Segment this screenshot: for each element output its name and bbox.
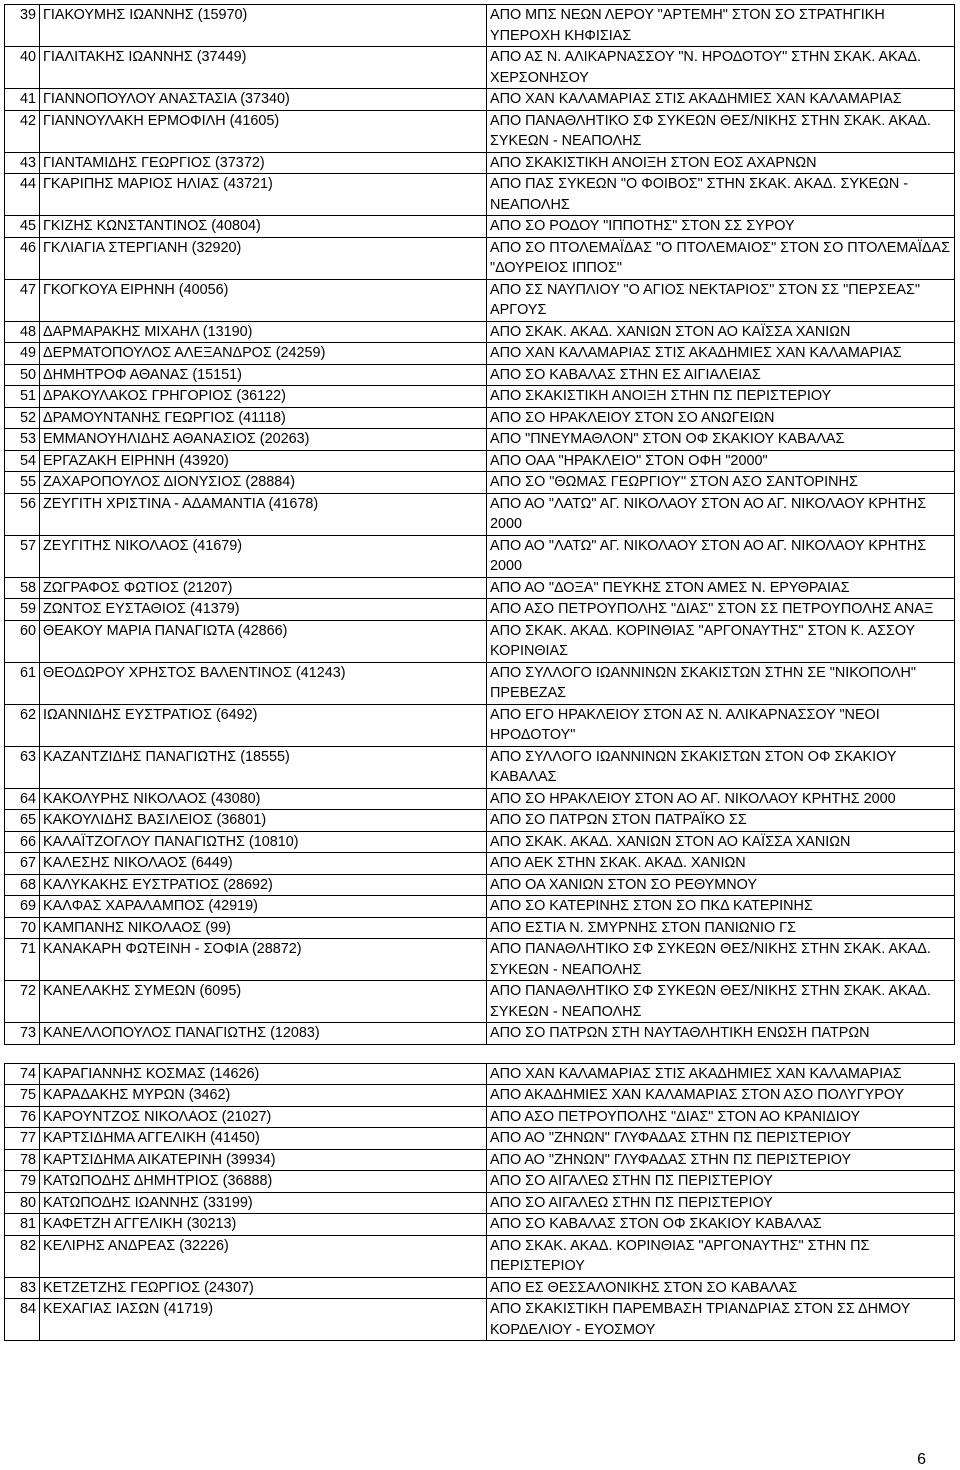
row-number: 72	[5, 981, 40, 1023]
row-number: 50	[5, 364, 40, 386]
row-number: 47	[5, 279, 40, 321]
transfer-description: ΑΠΟ ΣΟ ΡΟΔΟΥ "ΙΠΠΟΤΗΣ" ΣΤΟΝ ΣΣ ΣΥΡΟΥ	[487, 216, 955, 238]
table-row	[5, 810, 955, 832]
player-name: ΙΩΑΝΝΙΔΗΣ ΕΥΣΤΡΑΤΙΟΣ (6492)	[40, 704, 487, 746]
row-number: 64	[5, 788, 40, 810]
player-name: ΕΜΜΑΝΟΥΗΛΙΔΗΣ ΑΘΑΝΑΣΙΟΣ (20263)	[40, 429, 487, 451]
transfer-description: ΑΠΟ ΑΣ Ν. ΑΛΙΚΑΡΝΑΣΣΟΥ "Ν. ΗΡΟΔΟΤΟΥ" ΣΤΗΝ ΣΚΑΚ. ΑΚΑΔ. ΧΕΡΣΟΝΗΣΟΥ	[487, 47, 955, 89]
row-gap	[5, 1044, 955, 1063]
table-row	[5, 1299, 955, 1341]
transfer-description: ΑΠΟ ΣΚΑΚ. ΑΚΑΔ. ΧΑΝΙΩΝ ΣΤΟΝ ΑΟ ΚΑΪΣΣΑ ΧΑΝΙΩΝ	[487, 321, 955, 343]
row-number: 73	[5, 1023, 40, 1045]
row-number: 78	[5, 1149, 40, 1171]
row-number: 69	[5, 896, 40, 918]
row-number: 71	[5, 939, 40, 981]
transfer-description: ΑΠΟ ΣΟ "ΘΩΜΑΣ ΓΕΩΡΓΙΟΥ" ΣΤΟΝ ΑΣΟ ΣΑΝΤΟΡΙΝΗΣ	[487, 472, 955, 494]
row-number: 84	[5, 1299, 40, 1341]
row-number: 41	[5, 89, 40, 111]
row-number: 43	[5, 152, 40, 174]
player-name: ΚΑΦΕΤΖΗ ΑΓΓΕΛΙΚΗ (30213)	[40, 1214, 487, 1236]
player-name: ΚΑΤΩΠΟΔΗΣ ΔΗΜΗΤΡΙΟΣ (36888)	[40, 1171, 487, 1193]
table-row	[5, 831, 955, 853]
transfer-description: ΑΠΟ ΣΚΑΚ. ΑΚΑΔ. ΚΟΡΙΝΘΙΑΣ "ΑΡΓΟΝΑΥΤΗΣ" ΣΤΗΝ ΠΣ ΠΕΡΙΣΤΕΡΙΟΥ	[487, 1235, 955, 1277]
player-name: ΚΑΛΦΑΣ ΧΑΡΑΛΑΜΠΟΣ (42919)	[40, 896, 487, 918]
table-row	[5, 1277, 955, 1299]
transfers-table-body	[5, 5, 955, 1341]
player-name: ΚΑΝΕΛΑΚΗΣ ΣΥΜΕΩΝ (6095)	[40, 981, 487, 1023]
table-row	[5, 1085, 955, 1107]
player-name: ΓΙΑΝΤΑΜΙΔΗΣ ΓΕΩΡΓΙΟΣ (37372)	[40, 152, 487, 174]
table-row	[5, 89, 955, 111]
table-row	[5, 47, 955, 89]
row-number: 77	[5, 1128, 40, 1150]
table-row	[5, 1128, 955, 1150]
player-name: ΓΙΑΝΝΟΠΟΥΛΟΥ ΑΝΑΣΤΑΣΙΑ (37340)	[40, 89, 487, 111]
row-number: 54	[5, 450, 40, 472]
row-number: 58	[5, 577, 40, 599]
player-name: ΘΕΑΚΟΥ ΜΑΡΙΑ ΠΑΝΑΓΙΩΤΑ (42866)	[40, 620, 487, 662]
player-name: ΚΑΝΑΚΑΡΗ ΦΩΤΕΙΝΗ - ΣΟΦΙΑ (28872)	[40, 939, 487, 981]
row-number: 62	[5, 704, 40, 746]
row-number: 39	[5, 5, 40, 47]
table-row	[5, 599, 955, 621]
row-number: 63	[5, 746, 40, 788]
table-row	[5, 981, 955, 1023]
player-name: ΚΑΚΟΥΛΙΔΗΣ ΒΑΣΙΛΕΙΟΣ (36801)	[40, 810, 487, 832]
player-name: ΚΕΧΑΓΙΑΣ ΙΑΣΩΝ (41719)	[40, 1299, 487, 1341]
table-row	[5, 279, 955, 321]
player-name: ΚΑΝΕΛΛΟΠΟΥΛΟΣ ΠΑΝΑΓΙΩΤΗΣ (12083)	[40, 1023, 487, 1045]
table-row	[5, 493, 955, 535]
row-number: 52	[5, 407, 40, 429]
transfer-description: ΑΠΟ ΑΟ "ΖΗΝΩΝ" ΓΛΥΦΑΔΑΣ ΣΤΗΝ ΠΣ ΠΕΡΙΣΤΕΡΙΟΥ	[487, 1128, 955, 1150]
table-row	[5, 321, 955, 343]
row-number: 53	[5, 429, 40, 451]
player-name: ΓΙΑΚΟΥΜΗΣ ΙΩΑΝΝΗΣ (15970)	[40, 5, 487, 47]
transfer-description: ΑΠΟ ΠΑΝΑΘΛΗΤΙΚΟ ΣΦ ΣΥΚΕΩΝ ΘΕΣ/ΝΙΚΗΣ ΣΤΗΝ ΣΚΑΚ. ΑΚΑΔ. ΣΥΚΕΩΝ - ΝΕΑΠΟΛΗΣ	[487, 110, 955, 152]
transfer-description: ΑΠΟ ΣΟ ΠΤΟΛΕΜΑΪΔΑΣ "Ο ΠΤΟΛΕΜΑΙΟΣ" ΣΤΟΝ ΣΟ ΠΤΟΛΕΜΑΪΔΑΣ "ΔΟΥΡΕΙΟΣ ΙΠΠΟΣ"	[487, 237, 955, 279]
transfer-description: ΑΠΟ ΠΑΝΑΘΛΗΤΙΚΟ ΣΦ ΣΥΚΕΩΝ ΘΕΣ/ΝΙΚΗΣ ΣΤΗΝ ΣΚΑΚ. ΑΚΑΔ. ΣΥΚΕΩΝ - ΝΕΑΠΟΛΗΣ	[487, 939, 955, 981]
table-row	[5, 152, 955, 174]
player-name: ΚΑΚΟΛΥΡΗΣ ΝΙΚΟΛΑΟΣ (43080)	[40, 788, 487, 810]
transfer-description: ΑΠΟ ΑΟ "ΛΑΤΩ" ΑΓ. ΝΙΚΟΛΑΟΥ ΣΤΟΝ ΑΟ ΑΓ. ΝΙΚΟΛΑΟΥ ΚΡΗΤΗΣ 2000	[487, 493, 955, 535]
player-name: ΚΑΡΑΔΑΚΗΣ ΜΥΡΩΝ (3462)	[40, 1085, 487, 1107]
table-row	[5, 174, 955, 216]
row-number: 42	[5, 110, 40, 152]
row-number: 65	[5, 810, 40, 832]
table-row	[5, 1192, 955, 1214]
row-number: 45	[5, 216, 40, 238]
player-name: ΚΑΛΕΣΗΣ ΝΙΚΟΛΑΟΣ (6449)	[40, 853, 487, 875]
transfer-description: ΑΠΟ ΑΟ "ΖΗΝΩΝ" ΓΛΥΦΑΔΑΣ ΣΤΗΝ ΠΣ ΠΕΡΙΣΤΕΡΙΟΥ	[487, 1149, 955, 1171]
row-number: 49	[5, 343, 40, 365]
table-row	[5, 1214, 955, 1236]
row-number: 59	[5, 599, 40, 621]
player-name: ΚΑΜΠΑΝΗΣ ΝΙΚΟΛΑΟΣ (99)	[40, 917, 487, 939]
transfer-description: ΑΠΟ ΣΚΑΚΙΣΤΙΚΗ ΑΝΟΙΞΗ ΣΤΗΝ ΠΣ ΠΕΡΙΣΤΕΡΙΟΥ	[487, 386, 955, 408]
row-number: 74	[5, 1063, 40, 1085]
player-name: ΖΑΧΑΡΟΠΟΥΛΟΣ ΔΙΟΝΥΣΙΟΣ (28884)	[40, 472, 487, 494]
table-row	[5, 216, 955, 238]
table-row	[5, 535, 955, 577]
transfer-description: ΑΠΟ ΣΟ ΚΑΤΕΡΙΝΗΣ ΣΤΟΝ ΣΟ ΠΚΔ ΚΑΤΕΡΙΝΗΣ	[487, 896, 955, 918]
row-number: 66	[5, 831, 40, 853]
row-number: 75	[5, 1085, 40, 1107]
row-number: 55	[5, 472, 40, 494]
row-number: 48	[5, 321, 40, 343]
table-row	[5, 237, 955, 279]
table-row	[5, 577, 955, 599]
player-name: ΓΚΛΙΑΓΙΑ ΣΤΕΡΓΙΑΝΗ (32920)	[40, 237, 487, 279]
player-name: ΓΚΟΓΚΟΥΑ ΕΙΡΗΝΗ (40056)	[40, 279, 487, 321]
table-row	[5, 1235, 955, 1277]
transfer-description: ΑΠΟ ΣΟ ΑΙΓΑΛΕΩ ΣΤΗΝ ΠΣ ΠΕΡΙΣΤΕΡΙΟΥ	[487, 1192, 955, 1214]
table-row	[5, 1063, 955, 1085]
row-number: 76	[5, 1106, 40, 1128]
transfer-description: ΑΠΟ ΣΟ ΗΡΑΚΛΕΙΟΥ ΣΤΟΝ ΣΟ ΑΝΩΓΕΙΩΝ	[487, 407, 955, 429]
player-name: ΚΑΖΑΝΤΖΙΔΗΣ ΠΑΝΑΓΙΩΤΗΣ (18555)	[40, 746, 487, 788]
table-row	[5, 853, 955, 875]
row-number: 68	[5, 874, 40, 896]
table-row	[5, 1106, 955, 1128]
transfer-description: ΑΠΟ ΣΥΛΛΟΓΟ ΙΩΑΝΝΙΝΩΝ ΣΚΑΚΙΣΤΩΝ ΣΤΗΝ ΣΕ "ΝΙΚΟΠΟΛΗ" ΠΡΕΒΕΖΑΣ	[487, 662, 955, 704]
player-name: ΕΡΓΑΖΑΚΗ ΕΙΡΗΝΗ (43920)	[40, 450, 487, 472]
row-number: 56	[5, 493, 40, 535]
table-row	[5, 788, 955, 810]
table-row	[5, 1023, 955, 1045]
row-number: 46	[5, 237, 40, 279]
transfer-description: ΑΠΟ ΕΣΤΙΑ Ν. ΣΜΥΡΝΗΣ ΣΤΟΝ ΠΑΝΙΩΝΙΟ ΓΣ	[487, 917, 955, 939]
row-number: 79	[5, 1171, 40, 1193]
transfer-description: ΑΠΟ "ΠΝΕΥΜΑΘΛΟΝ" ΣΤΟΝ ΟΦ ΣΚΑΚΙΟΥ ΚΑΒΑΛΑΣ	[487, 429, 955, 451]
transfer-description: ΑΠΟ ΣΟ ΠΑΤΡΩΝ ΣΤΟΝ ΠΑΤΡΑΪΚΟ ΣΣ	[487, 810, 955, 832]
row-number: 82	[5, 1235, 40, 1277]
player-name: ΓΙΑΝΝΟΥΛΑΚΗ ΕΡΜΟΦΙΛΗ (41605)	[40, 110, 487, 152]
table-row	[5, 1149, 955, 1171]
row-number: 60	[5, 620, 40, 662]
player-name: ΚΑΡΑΓΙΑΝΝΗΣ ΚΟΣΜΑΣ (14626)	[40, 1063, 487, 1085]
table-row	[5, 1171, 955, 1193]
transfer-description: ΑΠΟ ΣΚΑΚΙΣΤΙΚΗ ΠΑΡΕΜΒΑΣΗ ΤΡΙΑΝΔΡΙΑΣ ΣΤΟΝ ΣΣ ΔΗΜΟΥ ΚΟΡΔΕΛΙΟΥ - ΕΥΟΣΜΟΥ	[487, 1299, 955, 1341]
table-row	[5, 5, 955, 47]
row-number: 57	[5, 535, 40, 577]
transfer-description: ΑΠΟ ΣΟ ΚΑΒΑΛΑΣ ΣΤΗΝ ΕΣ ΑΙΓΙΑΛΕΙΑΣ	[487, 364, 955, 386]
player-name: ΚΑΡΟΥΝΤΖΟΣ ΝΙΚΟΛΑΟΣ (21027)	[40, 1106, 487, 1128]
player-name: ΖΩΓΡΑΦΟΣ ΦΩΤΙΟΣ (21207)	[40, 577, 487, 599]
transfer-description: ΑΠΟ ΜΠΣ ΝΕΩΝ ΛΕΡΟΥ "ΑΡΤΕΜΗ" ΣΤΟΝ ΣΟ ΣΤΡΑΤΗΓΙΚΗ ΥΠΕΡΟΧΗ ΚΗΦΙΣΙΑΣ	[487, 5, 955, 47]
player-name: ΓΚΑΡΙΠΗΣ ΜΑΡΙΟΣ ΗΛΙΑΣ (43721)	[40, 174, 487, 216]
player-name: ΚΕΛΙΡΗΣ ΑΝΔΡΕΑΣ (32226)	[40, 1235, 487, 1277]
table-row	[5, 896, 955, 918]
table-row	[5, 917, 955, 939]
table-row	[5, 110, 955, 152]
transfer-description: ΑΠΟ ΑΕΚ ΣΤΗΝ ΣΚΑΚ. ΑΚΑΔ. ΧΑΝΙΩΝ	[487, 853, 955, 875]
table-row	[5, 746, 955, 788]
transfer-description: ΑΠΟ ΣΟ ΗΡΑΚΛΕΙΟΥ ΣΤΟΝ ΑΟ ΑΓ. ΝΙΚΟΛΑΟΥ ΚΡΗΤΗΣ 2000	[487, 788, 955, 810]
table-row	[5, 704, 955, 746]
table-row	[5, 386, 955, 408]
player-name: ΔΡΑΜΟΥΝΤΑΝΗΣ ΓΕΩΡΓΙΟΣ (41118)	[40, 407, 487, 429]
row-number: 67	[5, 853, 40, 875]
row-number: 61	[5, 662, 40, 704]
player-name: ΓΚΙΖΗΣ ΚΩΝΣΤΑΝΤΙΝΟΣ (40804)	[40, 216, 487, 238]
transfers-table	[4, 4, 955, 1341]
table-row	[5, 662, 955, 704]
transfer-description: ΑΠΟ ΑΣΟ ΠΕΤΡΟΥΠΟΛΗΣ "ΔΙΑΣ" ΣΤΟΝ ΣΣ ΠΕΤΡΟΥΠΟΛΗΣ ΑΝΑΞ	[487, 599, 955, 621]
transfer-description: ΑΠΟ ΣΟ ΠΑΤΡΩΝ ΣΤΗ ΝΑΥΤΑΘΛΗΤΙΚΗ ΕΝΩΣΗ ΠΑΤΡΩΝ	[487, 1023, 955, 1045]
row-number: 80	[5, 1192, 40, 1214]
player-name: ΚΑΡΤΣΙΔΗΜΑ ΑΙΚΑΤΕΡΙΝΗ (39934)	[40, 1149, 487, 1171]
transfer-description: ΑΠΟ ΑΚΑΔΗΜΙΕΣ ΧΑΝ ΚΑΛΑΜΑΡΙΑΣ ΣΤΟΝ ΑΣΟ ΠΟΛΥΓΥΡΟΥ	[487, 1085, 955, 1107]
transfer-description: ΑΠΟ ΠΑΣ ΣΥΚΕΩΝ "Ο ΦΟΙΒΟΣ" ΣΤΗΝ ΣΚΑΚ. ΑΚΑΔ. ΣΥΚΕΩΝ - ΝΕΑΠΟΛΗΣ	[487, 174, 955, 216]
player-name: ΚΑΡΤΣΙΔΗΜΑ ΑΓΓΕΛΙΚΗ (41450)	[40, 1128, 487, 1150]
player-name: ΔΗΜΗΤΡΟΦ ΑΘΑΝΑΣ (15151)	[40, 364, 487, 386]
row-gap-cell	[5, 1044, 955, 1063]
table-row	[5, 620, 955, 662]
player-name: ΚΑΤΩΠΟΔΗΣ ΙΩΑΝΝΗΣ (33199)	[40, 1192, 487, 1214]
transfer-description: ΑΠΟ ΣΣ ΝΑΥΠΛΙΟΥ "Ο ΑΓΙΟΣ ΝΕΚΤΑΡΙΟΣ" ΣΤΟΝ ΣΣ "ΠΕΡΣΕΑΣ" ΑΡΓΟΥΣ	[487, 279, 955, 321]
player-name: ΚΕΤΖΕΤΖΗΣ ΓΕΩΡΓΙΟΣ (24307)	[40, 1277, 487, 1299]
transfer-description: ΑΠΟ ΣΚΑΚΙΣΤΙΚΗ ΑΝΟΙΞΗ ΣΤΟΝ ΕΟΣ ΑΧΑΡΝΩΝ	[487, 152, 955, 174]
player-name: ΚΑΛΑΪΤΖΟΓΛΟΥ ΠΑΝΑΓΙΩΤΗΣ (10810)	[40, 831, 487, 853]
player-name: ΖΕΥΓΙΤΗΣ ΝΙΚΟΛΑΟΣ (41679)	[40, 535, 487, 577]
transfer-description: ΑΠΟ ΧΑΝ ΚΑΛΑΜΑΡΙΑΣ ΣΤΙΣ ΑΚΑΔΗΜΙΕΣ ΧΑΝ ΚΑΛΑΜΑΡΙΑΣ	[487, 343, 955, 365]
transfer-description: ΑΠΟ ΣΟ ΚΑΒΑΛΑΣ ΣΤΟΝ ΟΦ ΣΚΑΚΙΟΥ ΚΑΒΑΛΑΣ	[487, 1214, 955, 1236]
table-row	[5, 407, 955, 429]
transfer-description: ΑΠΟ ΣΥΛΛΟΓΟ ΙΩΑΝΝΙΝΩΝ ΣΚΑΚΙΣΤΩΝ ΣΤΟΝ ΟΦ ΣΚΑΚΙΟΥ ΚΑΒΑΛΑΣ	[487, 746, 955, 788]
player-name: ΔΕΡΜΑΤΟΠΟΥΛΟΣ ΑΛΕΞΑΝΔΡΟΣ (24259)	[40, 343, 487, 365]
player-name: ΖΩΝΤΟΣ ΕΥΣΤΑΘΙΟΣ (41379)	[40, 599, 487, 621]
player-name: ΚΑΛΥΚΑΚΗΣ ΕΥΣΤΡΑΤΙΟΣ (28692)	[40, 874, 487, 896]
table-row	[5, 472, 955, 494]
transfer-description: ΑΠΟ ΕΓΟ ΗΡΑΚΛΕΙΟΥ ΣΤΟΝ ΑΣ Ν. ΑΛΙΚΑΡΝΑΣΣΟΥ "ΝΕΟΙ ΗΡΟΔΟΤΟΥ"	[487, 704, 955, 746]
row-number: 51	[5, 386, 40, 408]
table-row	[5, 939, 955, 981]
player-name: ΘΕΟΔΩΡΟΥ ΧΡΗΣΤΟΣ ΒΑΛΕΝΤΙΝΟΣ (41243)	[40, 662, 487, 704]
table-row	[5, 450, 955, 472]
transfer-description: ΑΠΟ ΠΑΝΑΘΛΗΤΙΚΟ ΣΦ ΣΥΚΕΩΝ ΘΕΣ/ΝΙΚΗΣ ΣΤΗΝ ΣΚΑΚ. ΑΚΑΔ. ΣΥΚΕΩΝ - ΝΕΑΠΟΛΗΣ	[487, 981, 955, 1023]
player-name: ΔΑΡΜΑΡΑΚΗΣ ΜΙΧΑΗΛ (13190)	[40, 321, 487, 343]
page-number: 6	[917, 1451, 926, 1468]
transfer-description: ΑΠΟ ΣΚΑΚ. ΑΚΑΔ. ΧΑΝΙΩΝ ΣΤΟΝ ΑΟ ΚΑΪΣΣΑ ΧΑΝΙΩΝ	[487, 831, 955, 853]
player-name: ΖΕΥΓΙΤΗ ΧΡΙΣΤΙΝΑ - ΑΔΑΜΑΝΤΙΑ (41678)	[40, 493, 487, 535]
transfer-description: ΑΠΟ ΕΣ ΘΕΣΣΑΛΟΝΙΚΗΣ ΣΤΟΝ ΣΟ ΚΑΒΑΛΑΣ	[487, 1277, 955, 1299]
row-number: 83	[5, 1277, 40, 1299]
transfer-description: ΑΠΟ ΑΟ "ΔΟΞΑ" ΠΕΥΚΗΣ ΣΤΟΝ ΑΜΕΣ Ν. ΕΡΥΘΡΑΙΑΣ	[487, 577, 955, 599]
table-row	[5, 343, 955, 365]
table-row	[5, 429, 955, 451]
transfer-description: ΑΠΟ ΟΑΑ "ΗΡΑΚΛΕΙΟ" ΣΤΟΝ ΟΦΗ "2000"	[487, 450, 955, 472]
transfer-description: ΑΠΟ ΧΑΝ ΚΑΛΑΜΑΡΙΑΣ ΣΤΙΣ ΑΚΑΔΗΜΙΕΣ ΧΑΝ ΚΑΛΑΜΑΡΙΑΣ	[487, 1063, 955, 1085]
transfer-description: ΑΠΟ ΑΟ "ΛΑΤΩ" ΑΓ. ΝΙΚΟΛΑΟΥ ΣΤΟΝ ΑΟ ΑΓ. ΝΙΚΟΛΑΟΥ ΚΡΗΤΗΣ 2000	[487, 535, 955, 577]
row-number: 70	[5, 917, 40, 939]
player-name: ΓΙΑΛΙΤΑΚΗΣ ΙΩΑΝΝΗΣ (37449)	[40, 47, 487, 89]
transfer-description: ΑΠΟ ΣΟ ΑΙΓΑΛΕΩ ΣΤΗΝ ΠΣ ΠΕΡΙΣΤΕΡΙΟΥ	[487, 1171, 955, 1193]
transfer-description: ΑΠΟ ΧΑΝ ΚΑΛΑΜΑΡΙΑΣ ΣΤΙΣ ΑΚΑΔΗΜΙΕΣ ΧΑΝ ΚΑΛΑΜΑΡΙΑΣ	[487, 89, 955, 111]
row-number: 44	[5, 174, 40, 216]
table-row	[5, 874, 955, 896]
row-number: 40	[5, 47, 40, 89]
transfer-description: ΑΠΟ ΣΚΑΚ. ΑΚΑΔ. ΚΟΡΙΝΘΙΑΣ "ΑΡΓΟΝΑΥΤΗΣ" ΣΤΟΝ Κ. ΑΣΣΟΥ ΚΟΡΙΝΘΙΑΣ	[487, 620, 955, 662]
transfer-description: ΑΠΟ ΟΑ ΧΑΝΙΩΝ ΣΤΟΝ ΣΟ ΡΕΘΥΜΝΟΥ	[487, 874, 955, 896]
transfer-description: ΑΠΟ ΑΣΟ ΠΕΤΡΟΥΠΟΛΗΣ "ΔΙΑΣ" ΣΤΟΝ ΑΟ ΚΡΑΝΙΔΙΟΥ	[487, 1106, 955, 1128]
table-row	[5, 364, 955, 386]
player-name: ΔΡΑΚΟΥΛΑΚΟΣ ΓΡΗΓΟΡΙΟΣ (36122)	[40, 386, 487, 408]
row-number: 81	[5, 1214, 40, 1236]
